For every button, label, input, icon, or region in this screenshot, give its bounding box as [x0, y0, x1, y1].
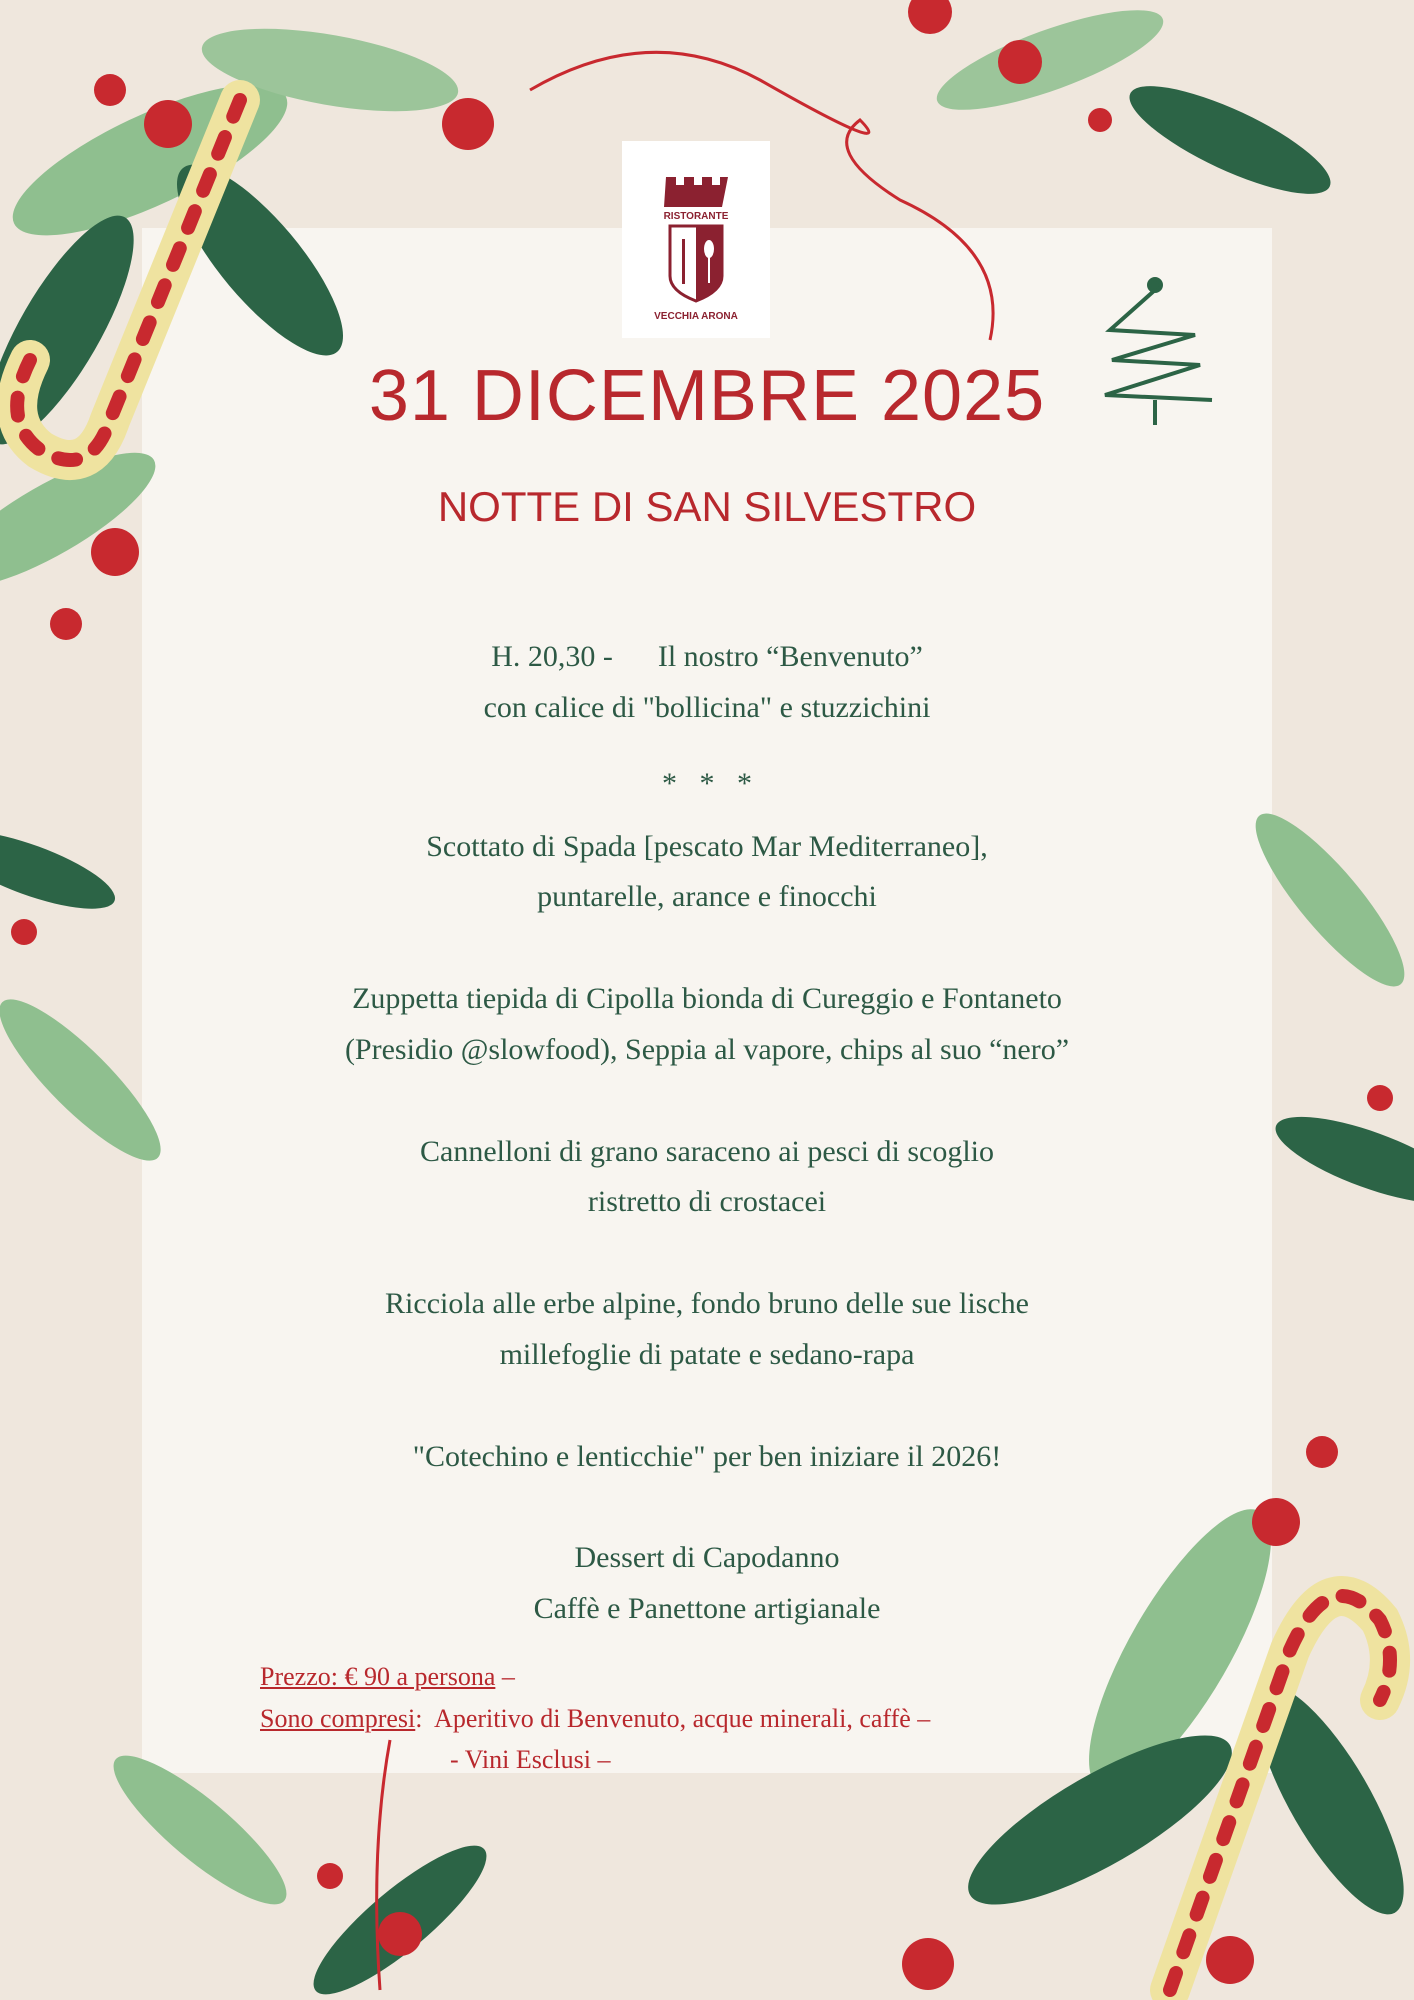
restaurant-logo [622, 141, 770, 338]
included-label: Sono compresi [260, 1704, 416, 1733]
included-line [260, 1704, 930, 1734]
wine-excluded-note: - Vini Esclusi – [450, 1745, 611, 1774]
included-text: : Aperitivo di Benvenuto, acque minerali, caffè – [415, 1704, 931, 1733]
event-subtitle: NOTTE DI SAN SILVESTRO [437, 483, 977, 530]
menu-line: puntarelle, arance e finocchi [537, 880, 877, 913]
menu-line: Cannelloni di grano saraceno ai pesci di scoglio [420, 1135, 994, 1168]
svg-text:VECCHIA ARONA: VECCHIA ARONA [654, 311, 738, 322]
svg-text:RISTORANTE: RISTORANTE [663, 211, 729, 222]
event-date-title: 31 DICEMBRE 2025 [368, 356, 1046, 436]
price-label: Prezzo: € 90 a persona [260, 1662, 496, 1691]
menu-line: "Cotechino e lenticchie" per ben iniziare il 2026! [412, 1440, 1002, 1473]
menu-line: Dessert di Capodanno [574, 1541, 840, 1574]
menu-line: Scottato di Spada [pescato Mar Mediterraneo], [426, 830, 988, 863]
menu-line: Zuppetta tiepida di Cipolla bionda di Cureggio e Fontaneto [352, 982, 1062, 1015]
separator-stars: * * * [662, 767, 752, 800]
menu-line: con calice di "bollicina" e stuzzichini [483, 691, 931, 724]
price-suffix: – [495, 1662, 515, 1691]
menu-line: millefoglie di patate e sedano-rapa [499, 1338, 915, 1371]
castle-shield-logo-icon [622, 141, 770, 338]
menu-line: (Presidio @slowfood), Seppia al vapore, chips al suo “nero” [344, 1033, 1070, 1066]
menu-line: Caffè e Panettone artigianale [533, 1592, 881, 1625]
menu-line: Ricciola alle erbe alpine, fondo bruno delle sue lische [385, 1287, 1029, 1320]
price-line [260, 1662, 515, 1692]
menu-line: ristretto di crostacei [587, 1185, 827, 1218]
menu-line: H. 20,30 - Il nostro “Benvenuto” [491, 640, 923, 673]
